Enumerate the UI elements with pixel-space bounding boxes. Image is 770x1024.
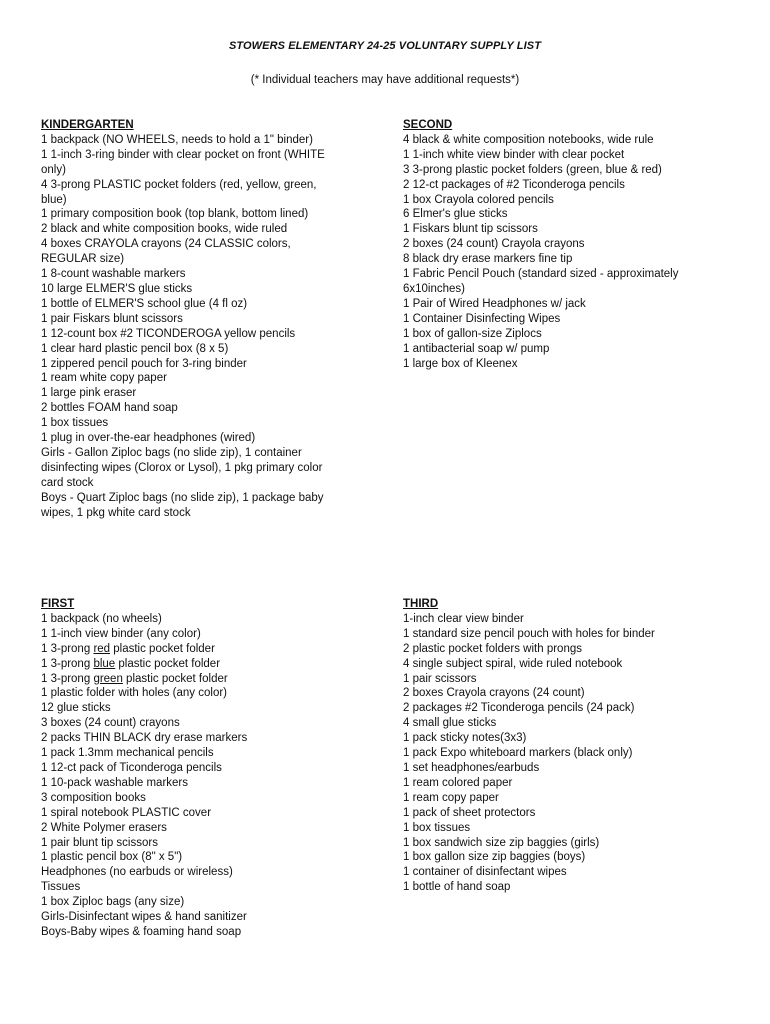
list-item: 1 Fabric Pencil Pouch (standard sized - approximately xyxy=(403,268,679,281)
list-item: 1 pack of sheet protectors xyxy=(403,806,536,819)
list-item: 2 packages #2 Ticonderoga pencils (24 pack) xyxy=(403,702,635,715)
list-item: 4 3-prong PLASTIC pocket folders (red, yellow, green, xyxy=(41,178,317,191)
list-item: 1 box tissues xyxy=(403,821,471,834)
list-item: 1 ream copy paper xyxy=(403,791,499,804)
list-item: 2 black and white composition books, wide ruled xyxy=(41,223,288,236)
list-item: 1 pack Expo whiteboard markers (black only) xyxy=(403,747,633,760)
list-item: 1 standard size pencil pouch with holes for binder xyxy=(403,627,655,640)
list-item: 1 pack 1.3mm mechanical pencils xyxy=(41,747,214,760)
list-item: 1 large box of Kleenex xyxy=(403,357,518,370)
page-title: STOWERS ELEMENTARY 24-25 VOLUNTARY SUPPLY LIST xyxy=(228,40,542,52)
list-item: disinfecting wipes (Clorox or Lysol), 1 pkg primary color xyxy=(41,461,323,474)
list-item: Boys - Quart Ziploc bags (no slide zip), 1 package baby xyxy=(41,491,324,504)
list-item: only) xyxy=(41,163,66,176)
list-item: 2 boxes Crayola crayons (24 count) xyxy=(403,687,585,700)
list-item: 1 zippered pencil pouch for 3-ring binder xyxy=(41,357,247,370)
list-item: 1 container of disinfectant wipes xyxy=(403,866,567,879)
list-item: Girls - Gallon Ziploc bags (no slide zip), 1 container xyxy=(41,446,302,459)
list-item: 10 large ELMER'S glue sticks xyxy=(41,282,193,295)
list-item: blue) xyxy=(41,193,67,206)
list-item: 8 black dry erase markers fine tip xyxy=(403,253,573,266)
green-color-word: green xyxy=(93,672,123,685)
list-item: 1 pair Fiskars blunt scissors xyxy=(41,312,183,325)
list-item: 2 packs THIN BLACK dry erase markers xyxy=(41,732,248,745)
third-grade-section xyxy=(403,597,733,895)
first-grade-heading: FIRST xyxy=(41,598,75,610)
list-item: 1 3-prong red plastic pocket folder xyxy=(41,642,215,655)
list-item: 1 clear hard plastic pencil box (8 x 5) xyxy=(41,342,229,355)
list-item: 1 8-count washable markers xyxy=(41,268,186,281)
list-item: 1 plug in over-the-ear headphones (wired) xyxy=(41,432,256,445)
list-item: 1-inch clear view binder xyxy=(403,612,524,625)
list-item: 2 White Polymer erasers xyxy=(41,821,167,834)
list-item: 1 ream colored paper xyxy=(403,776,513,789)
first-grade-list xyxy=(41,686,371,939)
list-item: 1 10-pack washable markers xyxy=(41,776,189,789)
list-item: 1 pair blunt tip scissors xyxy=(41,836,158,849)
list-item: 4 boxes CRAYOLA crayons (24 CLASSIC colors, xyxy=(41,238,291,251)
list-item: 1 primary composition book (top blank, bottom lined) xyxy=(41,208,309,221)
list-item: 1 Pair of Wired Headphones w/ jack xyxy=(403,297,586,310)
list-item: 1 bottle of hand soap xyxy=(403,881,511,894)
list-item: 1 antibacterial soap w/ pump xyxy=(403,342,550,355)
list-item: 1 large pink eraser xyxy=(41,387,137,400)
kindergarten-heading: KINDERGARTEN xyxy=(41,119,134,131)
list-item: 1 box Ziploc bags (any size) xyxy=(41,896,185,909)
list-item: 1 box sandwich size zip baggies (girls) xyxy=(403,836,600,849)
list-item: Boys-Baby wipes & foaming hand soap xyxy=(41,925,242,938)
list-item: Girls-Disinfectant wipes & hand sanitizer xyxy=(41,911,247,924)
list-item: 1 1-inch 3-ring binder with clear pocket on front (WHITE xyxy=(41,148,325,161)
list-item: 2 plastic pocket folders with prongs xyxy=(403,642,582,655)
list-item: 2 12-ct packages of #2 Ticonderoga pencils xyxy=(403,178,625,191)
first-grade-section xyxy=(41,597,371,940)
list-item: 1 pack sticky notes(3x3) xyxy=(403,732,527,745)
list-item: 1 backpack (no wheels) xyxy=(41,612,162,625)
list-item: 1 plastic folder with holes (any color) xyxy=(41,687,227,700)
list-item: 4 black & white composition notebooks, wide rule xyxy=(403,133,654,146)
list-item: 6x10inches) xyxy=(403,282,466,295)
list-item: 1 1-inch view binder (any color) xyxy=(41,627,201,640)
list-item: 2 boxes (24 count) Crayola crayons xyxy=(403,238,585,251)
list-item: card stock xyxy=(41,476,94,489)
list-item: 1 ream white copy paper xyxy=(41,372,167,385)
list-item: 1 3-prong blue plastic pocket folder xyxy=(41,657,221,670)
list-item: Tissues xyxy=(41,881,81,894)
list-item: 3 composition books xyxy=(41,791,146,804)
list-item: 1 plastic pencil box (8" x 5") xyxy=(41,851,183,864)
list-item: 1 bottle of ELMER'S school glue (4 fl oz) xyxy=(41,297,248,310)
list-item: 1 12-ct pack of Ticonderoga pencils xyxy=(41,761,222,774)
list-item: 1 pair scissors xyxy=(403,672,477,685)
third-grade-heading: THIRD xyxy=(403,598,439,610)
second-grade-section xyxy=(403,118,733,371)
blue-color-word: blue xyxy=(93,657,116,670)
list-item: 2 bottles FOAM hand soap xyxy=(41,402,178,415)
list-item: 1 box of gallon-size Ziplocs xyxy=(403,327,542,340)
kindergarten-section xyxy=(41,118,371,520)
list-item: 1 12-count box #2 TICONDEROGA yellow pencils xyxy=(41,327,296,340)
list-item: 12 glue sticks xyxy=(41,702,111,715)
list-item: 3 3-prong plastic pocket folders (green, blue & red) xyxy=(403,163,662,176)
list-item: 1 spiral notebook PLASTIC cover xyxy=(41,806,212,819)
second-grade-heading: SECOND xyxy=(403,119,453,131)
page-subtitle: (* Individual teachers may have additional requests*) xyxy=(250,74,520,86)
list-item: 1 box gallon size zip baggies (boys) xyxy=(403,851,586,864)
list-item: 1 backpack (NO WHEELS, needs to hold a 1" binder) xyxy=(41,133,313,146)
list-item: 1 3-prong green plastic pocket folder xyxy=(41,672,228,685)
list-item: 4 single subject spiral, wide ruled notebook xyxy=(403,657,623,670)
list-item: REGULAR size) xyxy=(41,253,125,266)
list-item: 4 small glue sticks xyxy=(403,717,497,730)
list-item: 1 1-inch white view binder with clear pocket xyxy=(403,148,625,161)
list-item: 1 box tissues xyxy=(41,417,109,430)
list-item: 6 Elmer's glue sticks xyxy=(403,208,508,221)
list-item: wipes, 1 pkg white card stock xyxy=(41,506,191,519)
list-item: 1 box Crayola colored pencils xyxy=(403,193,554,206)
list-item: 1 Container Disinfecting Wipes xyxy=(403,312,561,325)
list-item: 1 Fiskars blunt tip scissors xyxy=(403,223,538,236)
list-item: 1 set headphones/earbuds xyxy=(403,761,540,774)
list-item: Headphones (no earbuds or wireless) xyxy=(41,866,233,879)
red-color-word: red xyxy=(93,642,111,655)
list-item: 3 boxes (24 count) crayons xyxy=(41,717,180,730)
